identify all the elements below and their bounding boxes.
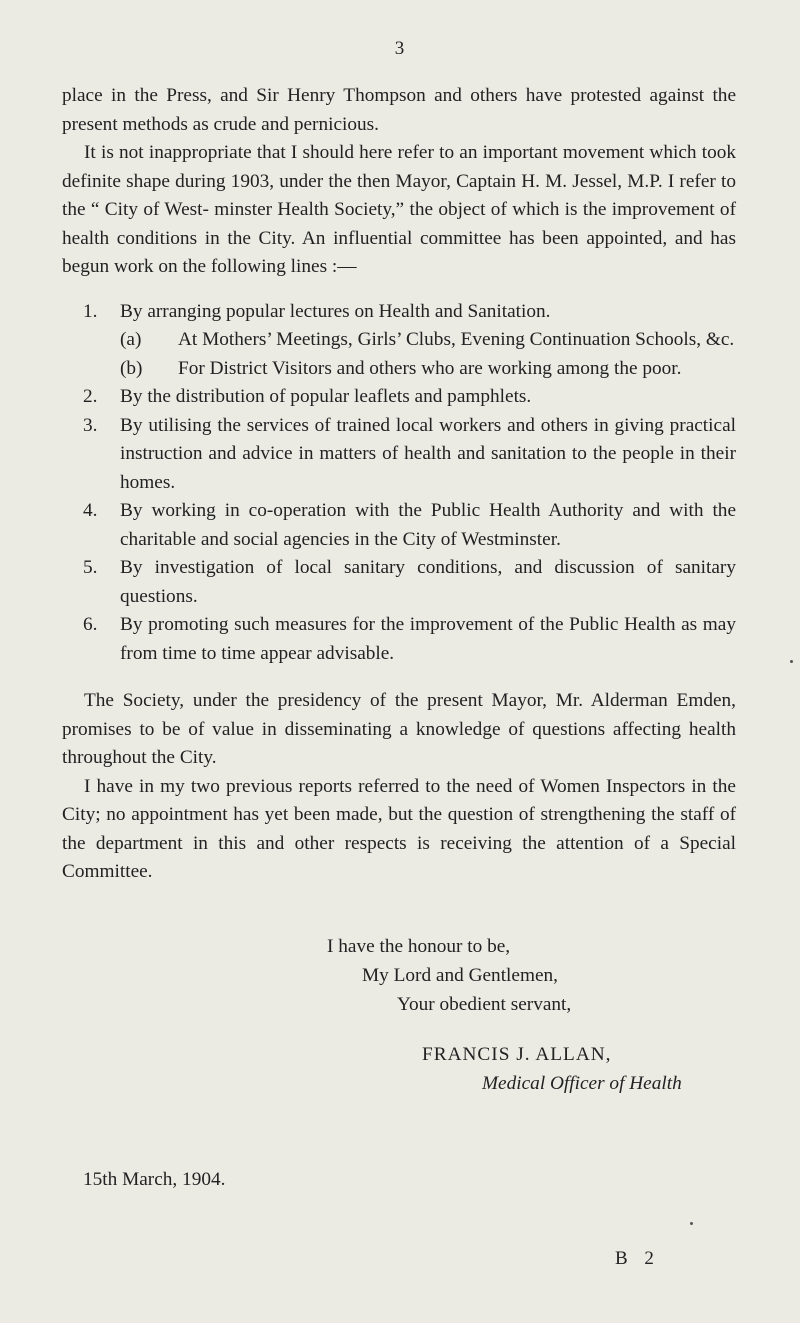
- paragraph-2: It is not inappropriate that I should here refer to an important movement which took definite shape during 1903, under the then Mayor, Captain H. M. Jessel, M.P. I refer to the “ City of West- minster Health Society,” the object of which is the improvement of health conditions in the City. An influential committee has been appointed, and has begun work on the following lines :—: [62, 142, 736, 277]
- document-body: [62, 82, 736, 1143]
- sub-list-text: At Mothers’ Meetings, Girls’ Clubs, Evening Continuation Schools, &c.: [178, 329, 735, 350]
- list-text: By the distribution of popular leaflets and pamphlets.: [120, 386, 532, 407]
- list-item: [62, 298, 736, 384]
- paper-speck: [790, 660, 793, 663]
- numbered-list: [62, 298, 736, 669]
- sub-list-item: [120, 326, 736, 355]
- list-item: [62, 383, 736, 412]
- list-number: 1.: [83, 300, 98, 322]
- sub-list-letter: (a): [120, 329, 142, 350]
- closing-line-3: Your obedient servant,: [397, 993, 572, 1015]
- paper-speck: [690, 1222, 693, 1225]
- list-number: 3.: [83, 414, 98, 436]
- list-item: [62, 497, 736, 554]
- sub-list: [120, 326, 736, 383]
- list-text: By promoting such measures for the improvement of the Public Health as may from time to time appear advisable.: [120, 614, 736, 664]
- signatory-title: Medical Officer of Health: [482, 1072, 682, 1094]
- document-date: 15th March, 1904.: [83, 1169, 226, 1190]
- list-number: 4.: [83, 500, 98, 521]
- list-text: By investigation of local sanitary conditions, and discussion of sanitary questions.: [120, 557, 736, 607]
- list-text: By working in co-operation with the Public Health Authority and with the charitable and social agencies in the City of Westminster.: [120, 500, 736, 550]
- list-text: By arranging popular lectures on Health and Sanitation.: [120, 300, 551, 322]
- closing-line-2: My Lord and Gentlemen,: [362, 964, 558, 986]
- closing-block: [62, 933, 736, 1143]
- list-number: 5.: [83, 557, 98, 578]
- closing-line-1: I have the honour to be,: [327, 935, 511, 957]
- list-item: [62, 412, 736, 498]
- list-item: [62, 554, 736, 611]
- page-number: 3: [394, 38, 406, 59]
- signatory-name: FRANCIS J. ALLAN,: [422, 1043, 612, 1065]
- list-number: 2.: [83, 386, 98, 407]
- paragraph-4: I have in my two previous reports referred to the need of Women Inspectors in the City; no appointment has yet been made, but the question of strengthening the staff of the department in this and other respects is receiving the attention of a Special Committee.: [62, 775, 736, 883]
- signature-mark: B 2: [615, 1248, 660, 1269]
- sub-list-letter: (b): [120, 357, 143, 379]
- paragraph-3: The Society, under the presidency of the present Mayor, Mr. Alderman Emden, promises to be of value in disseminating a knowledge of questions affecting health throughout the City.: [62, 690, 736, 769]
- list-number: 6.: [83, 614, 98, 635]
- paragraph-1: place in the Press, and Sir Henry Thompson and others have protested against the present methods as crude and pernicious.: [62, 85, 736, 135]
- list-text: By utilising the services of trained local workers and others in giving practical instruction and advice in matters of health and sanitation to the people in their homes.: [120, 414, 736, 493]
- sub-list-item: [120, 355, 736, 384]
- list-item: [62, 611, 736, 668]
- sub-list-text: For District Visitors and others who are working among the poor.: [178, 357, 682, 379]
